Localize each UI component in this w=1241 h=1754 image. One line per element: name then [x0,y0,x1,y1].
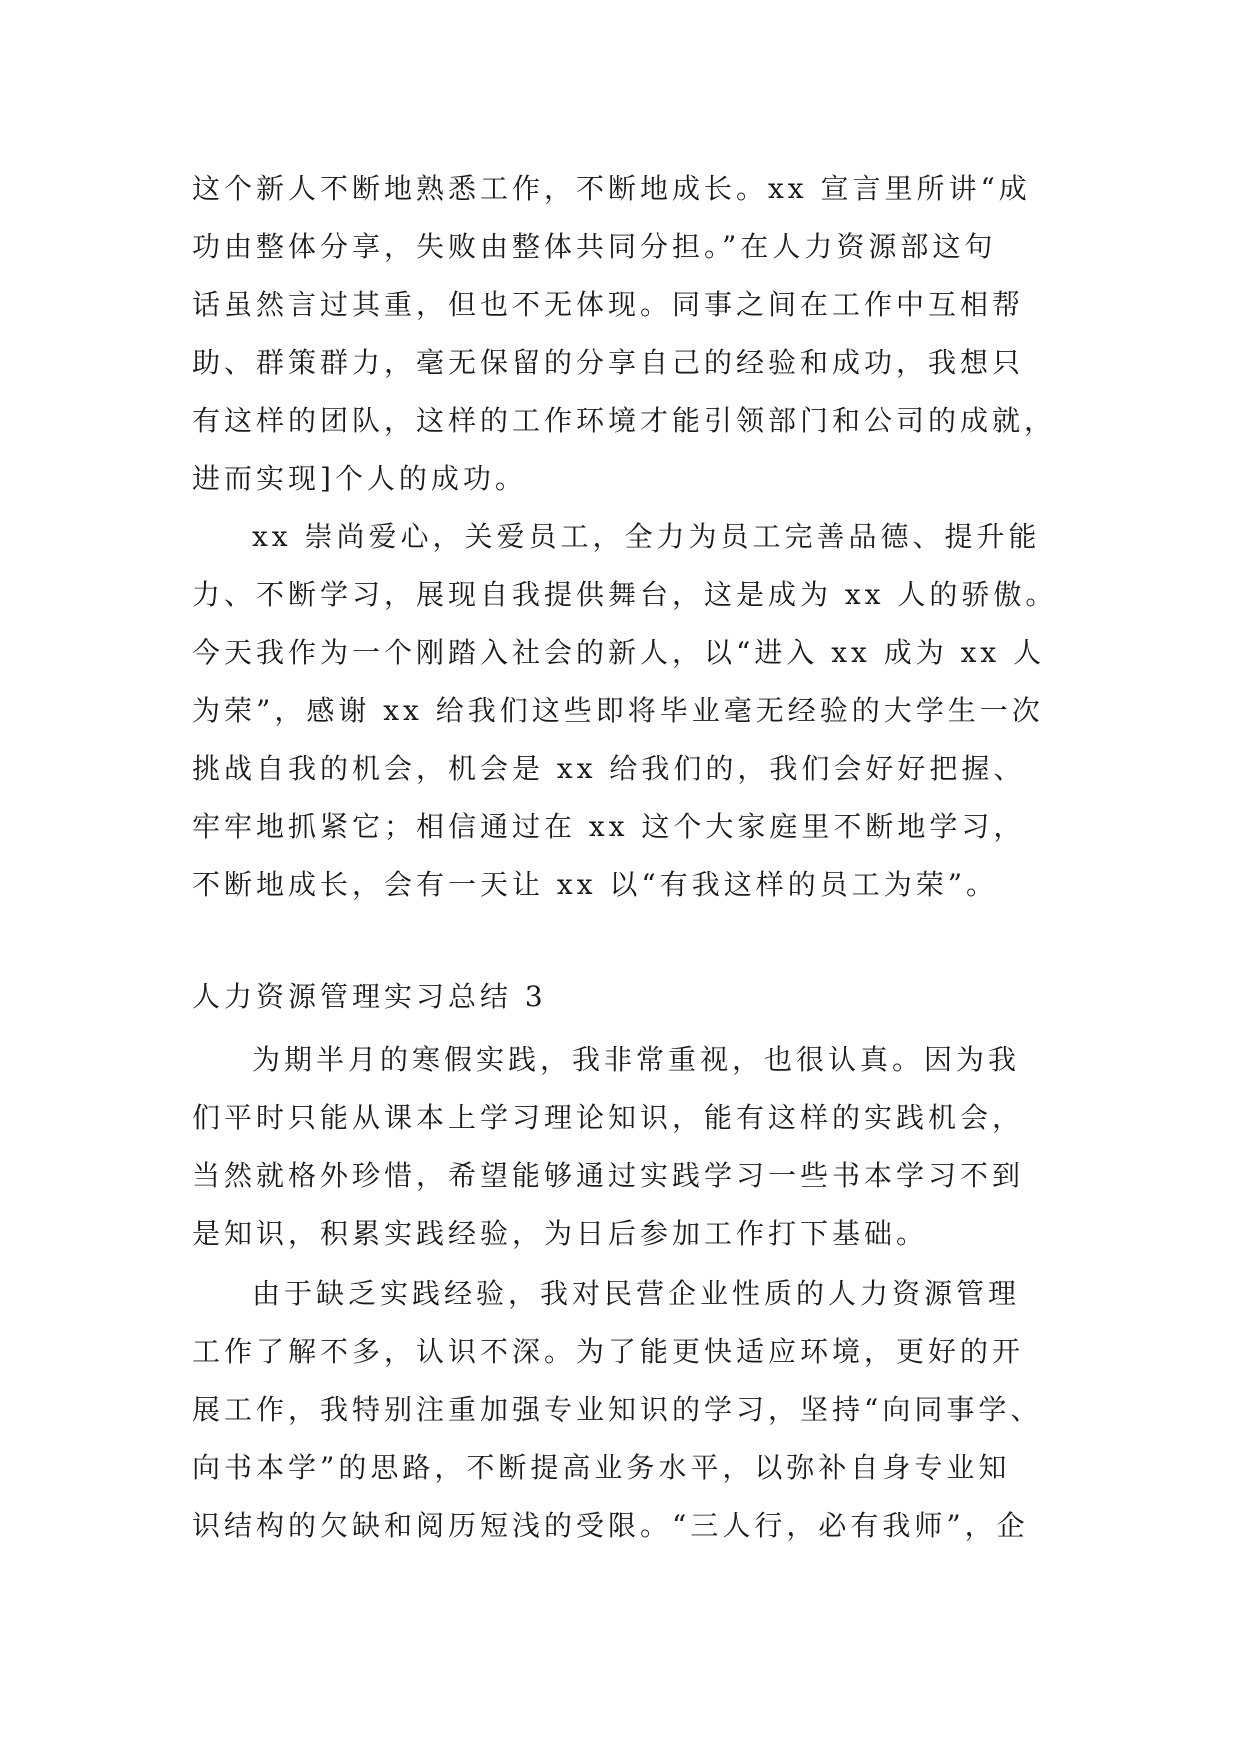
text-line: xx 崇尚爱心，关爱员工，全力为员工完善品德、提升能 [252,520,1041,553]
paragraph [192,508,1072,914]
text-line: 今天我作为一个刚踏入社会的新人，以“进入 xx 成为 xx 人 [192,636,1046,669]
paragraph [192,1265,1072,1555]
text-line: 这个新人不断地熟悉工作，不断地成长。xx 宣言里所讲“成 [192,172,1031,205]
paragraph [192,1031,1072,1263]
text-line: 识结构的欠缺和阅历短浅的受限。“三人行，必有我师”，企 [192,1509,1029,1542]
text-line: 们平时只能从课本上学习理论知识，能有这样的实践机会， [192,1101,1025,1134]
text-line: 有这样的团队，这样的工作环境才能引领部门和公司的成就， [192,404,1057,437]
text-line: 当然就格外珍惜，希望能够通过实践学习一些书本学习不到 [192,1159,1025,1192]
text-line: 展工作，我特别注重加强专业知识的学习，坚持“向同事学、 [192,1393,1043,1426]
text-line: 牢牢地抓紧它；相信通过在 xx 这个大家庭里不断地学习， [192,810,1026,843]
text-line: 力、不断学习，展现自我提供舞台，这是成为 xx 人的骄傲。 [192,578,1058,611]
section-heading [192,968,1072,1026]
text-line: 挑战自我的机会，机会是 xx 给我们的，我们会好好把握、 [192,752,1026,785]
text-line: 功由整体分享，失败由整体共同分担。”在人力资源部这句 [192,230,997,263]
text-line: 进而实现]个人的成功。 [192,462,527,495]
text-line: 话虽然言过其重，但也不无体现。同事之间在工作中互相帮 [192,288,1025,321]
text-line: 助、群策群力，毫无保留的分享自己的经验和成功，我想只 [192,346,1025,379]
text-line: 是知识，积累实践经验，为日后参加工作打下基础。 [192,1217,929,1250]
text-line: 由于缺乏实践经验，我对民营企业性质的人力资源管理 [252,1277,1021,1310]
heading-text: 人力资源管理实习总结 3 [192,980,547,1013]
text-line: 不断地成长，会有一天让 xx 以“有我这样的员工为荣”。 [192,868,999,901]
paragraph-continued [192,160,1072,508]
text-line: 向书本学”的思路，不断提高业务水平，以弥补自身专业知 [192,1451,1011,1484]
text-line: 工作了解不多，认识不深。为了能更快适应环境，更好的开 [192,1335,1025,1368]
text-line: 为荣”，感谢 xx 给我们这些即将毕业毫无经验的大学生一次 [192,694,1044,727]
text-line: 为期半月的寒假实践，我非常重视，也很认真。因为我 [252,1043,1021,1076]
